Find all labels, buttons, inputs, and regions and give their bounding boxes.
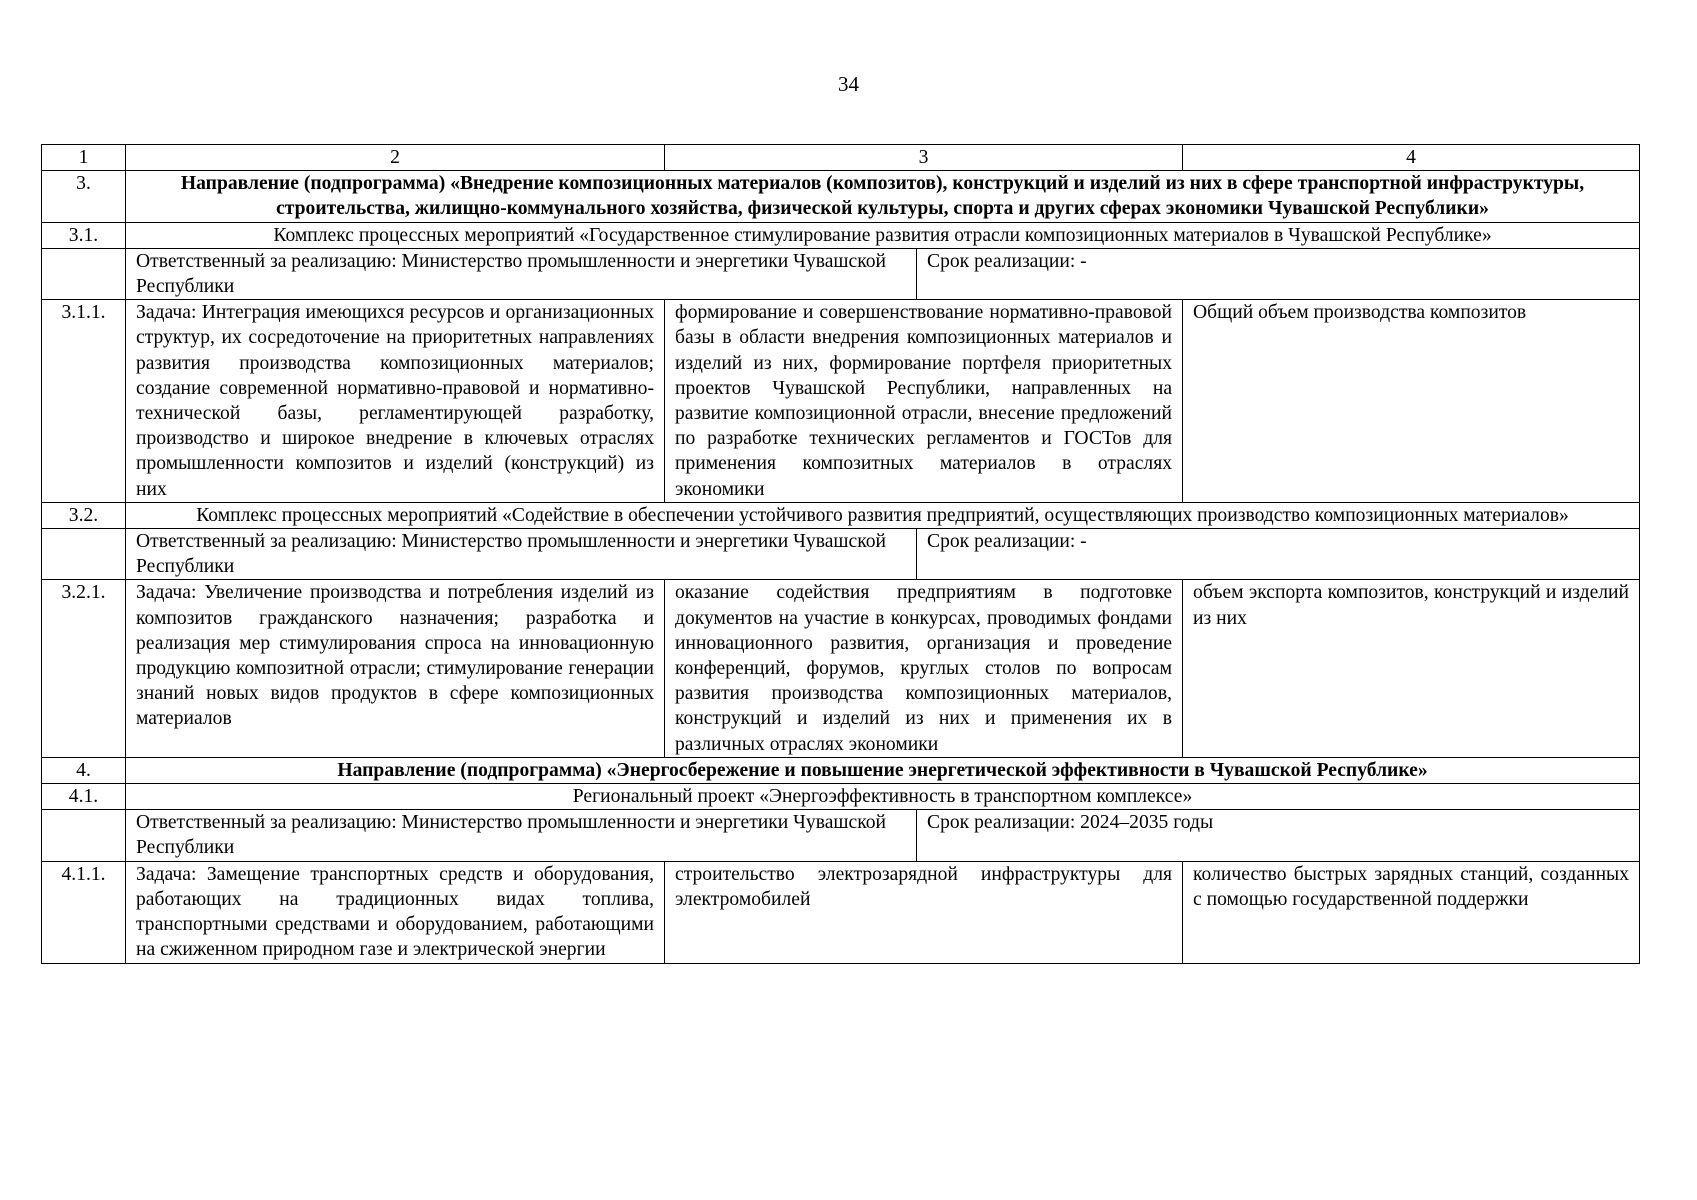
header-col-3: 3: [665, 145, 1183, 171]
indicator-text: количество быстрых зарядных станций, созданных с помощью государственной поддержки: [1183, 861, 1640, 963]
term-text: Срок реализации: 2024–2035 годы: [917, 810, 1640, 861]
subsection-title: Региональный проект «Энергоэффективность в транспортном комплексе»: [126, 784, 1640, 810]
section-row: [42, 757, 1640, 783]
task-text: Задача: Интеграция имеющихся ресурсов и организационных структур, их сосредоточение на приоритетных направлениях развития производства композиционных материалов; создание современной нормативно-правовой и нормативно-технической базы, регламентирующей разработку, производство и широкое внедрение в ключевых отраслях промышленности композитов и изделий (конструкций) из них: [126, 300, 665, 503]
section-title: Направление (подпрограмма) «Энергосбережение и повышение энергетической эффективности в Чувашской Республике»: [126, 757, 1640, 783]
task-text: Задача: Замещение транспортных средств и оборудования, работающих на традиционных видах топлива, транспортными средствами и оборудованием, работающими на сжиженном природном газе и электрической энергии: [126, 861, 665, 963]
program-table: [41, 144, 1640, 964]
subsection-title: Комплекс процессных мероприятий «Содействие в обеспечении устойчивого развития предприятий, осуществляющих производство композиционных материалов»: [126, 502, 1640, 528]
effect-text: строительство электрозарядной инфраструктуры для электромобилей: [665, 861, 1183, 963]
responsible-row: [42, 810, 1640, 861]
responsible-row: [42, 529, 1640, 580]
indicator-text: объем экспорта композитов, конструкций и изделий из них: [1183, 580, 1640, 757]
task-row: [42, 861, 1640, 963]
header-col-2: 2: [126, 145, 665, 171]
page-number: 34: [838, 72, 859, 96]
task-number: 4.1.1.: [42, 861, 126, 963]
indicator-text: Общий объем производства композитов: [1183, 300, 1640, 503]
subsection-row: [42, 784, 1640, 810]
responsible-row: [42, 248, 1640, 299]
task-row: [42, 300, 1640, 503]
responsible-text: Ответственный за реализацию: Министерство промышленности и энергетики Чувашской Республики: [126, 810, 917, 861]
task-number: 3.1.1.: [42, 300, 126, 503]
empty-cell: [42, 810, 126, 861]
task-row: [42, 580, 1640, 757]
responsible-text: Ответственный за реализацию: Министерство промышленности и энергетики Чувашской Республики: [126, 248, 917, 299]
subsection-number: 3.2.: [42, 502, 126, 528]
subsection-number: 4.1.: [42, 784, 126, 810]
table-header-row: [42, 145, 1640, 171]
subsection-row: [42, 502, 1640, 528]
task-number: 3.2.1.: [42, 580, 126, 757]
section-number: 4.: [42, 757, 126, 783]
subsection-row: [42, 222, 1640, 248]
subsection-title: Комплекс процессных мероприятий «Государственное стимулирование развития отрасли композиционных материалов в Чувашской Республике»: [126, 222, 1640, 248]
header-col-1: 1: [42, 145, 126, 171]
section-number: 3.: [42, 171, 126, 222]
effect-text: формирование и совершенствование нормативно-правовой базы в области внедрения композиционных материалов и изделий из них, формирование портфеля приоритетных проектов Чувашской Республики, направленных на развитие композиционной отрасли, внесение предложений по разработке технических регламентов и ГОСТов для применения композитных материалов в отраслях экономики: [665, 300, 1183, 503]
task-text: Задача: Увеличение производства и потребления изделий из композитов гражданского назначения; разработка и реализация мер стимулирования спроса на инновационную продукцию композитной отрасли; стимулирование генерации знаний новых видов продуктов в сфере композиционных материалов: [126, 580, 665, 757]
term-text: Срок реализации: -: [917, 248, 1640, 299]
subsection-number: 3.1.: [42, 222, 126, 248]
effect-text: оказание содействия предприятиям в подготовке документов на участие в конкурсах, проводимых фондами инновационного развития, организация и проведение конференций, форумов, круглых столов по вопросам развития производства композиционных материалов, конструкций и изделий из них и применения их в различных отраслях экономики: [665, 580, 1183, 757]
empty-cell: [42, 248, 126, 299]
header-col-4: 4: [1183, 145, 1640, 171]
section-title: Направление (подпрограмма) «Внедрение композиционных материалов (композитов), конструкций и изделий из них в сфере транспортной инфраструктуры, строительства, жилищно-коммунального хозяйства, физической культуры, спорта и других сферах экономики Чувашской Республики»: [126, 171, 1640, 222]
term-text: Срок реализации: -: [917, 529, 1640, 580]
empty-cell: [42, 529, 126, 580]
section-row: [42, 171, 1640, 222]
responsible-text: Ответственный за реализацию: Министерство промышленности и энергетики Чувашской Республики: [126, 529, 917, 580]
